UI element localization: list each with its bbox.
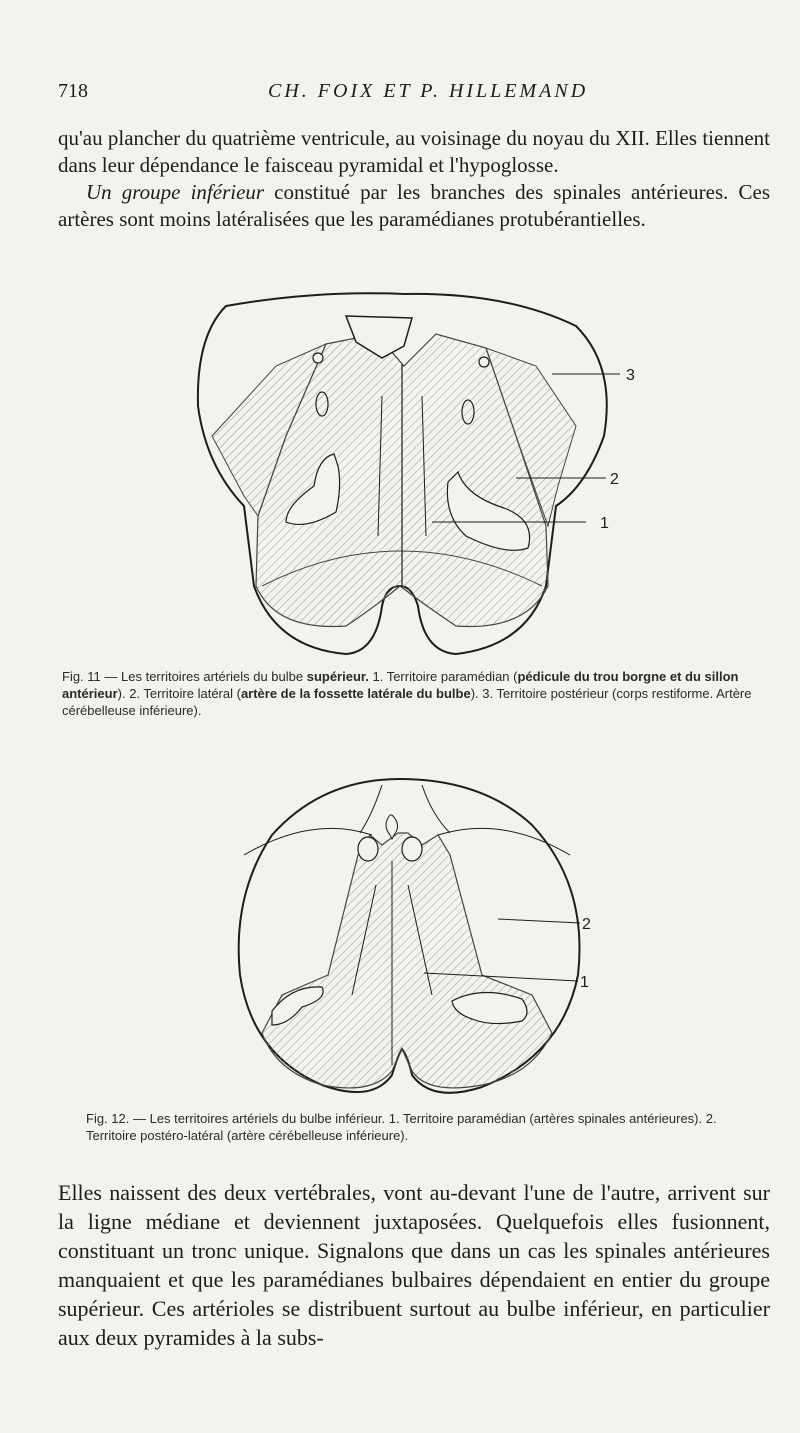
label-2: 2 [582,916,591,933]
paragraph-inferior-group [58,179,770,233]
bottom-text-block [58,1178,770,1352]
page-header [58,80,742,110]
figure-12-lower-bulb-diagram [232,775,604,1105]
label-1: 1 [580,974,589,991]
label-3: 3 [626,367,635,384]
page-number: 718 [58,80,88,102]
label-1: 1 [600,515,609,532]
figure-11-upper-bulb-diagram [186,286,635,660]
running-head: CH. FOIX ET P. HILLEMAND [268,80,589,102]
paragraph-continuation: qu'au plancher du quatrième ventricule, au voisinage du noyau du XII. Elles tiennent dans leur dépendance le faisceau pyramidal et l'hypoglosse. [58,126,770,177]
label-2: 2 [610,471,619,488]
top-text-block [58,125,770,233]
figure-11-caption: Fig. 11 — Les territoires artériels du bulbe supérieur. 1. Territoire paramédian (pédicule du trou borgne et du sillon antérieur). 2. Territoire latéral (artère de la fossette latérale du bulbe). 3. Territoire postérieur (corps restiforme. Artère cérébelleuse inférieure). [62,669,752,718]
figure-12-label: Fig. 12. [86,1111,130,1126]
paragraph-vertebrals: Elles naissent des deux vertébrales, vont au-devant l'une de l'autre, arrivent sur la ligne médiane et deviennent juxtaposées. Quelquefois elles fusionnent, constituant un tronc unique. Signalons que dans un cas les spinales antérieures manquaient et que les paramédianes bulbaires dépendaient en entier du groupe supérieur. Ces artérioles se distribuent surtout au bulbe inférieur, en particulier aux deux pyramides à la subs- [58,1180,770,1350]
paragraph-text: constitué par les branches des spinales antérieures. Ces artères sont moins latéralisées que les paramédianes protubérantielles. [58,180,770,231]
italic-phrase: Un groupe inférieur [86,180,265,204]
figure-12-caption: Fig. 12. — Les territoires artériels du bulbe inférieur. 1. Territoire paramédian (artères spinales antérieures). 2. Territoire postéro-latéral (artère cérébelleuse inférieure). [86,1111,717,1143]
figure-11-label: Fig. 11 [62,669,101,684]
